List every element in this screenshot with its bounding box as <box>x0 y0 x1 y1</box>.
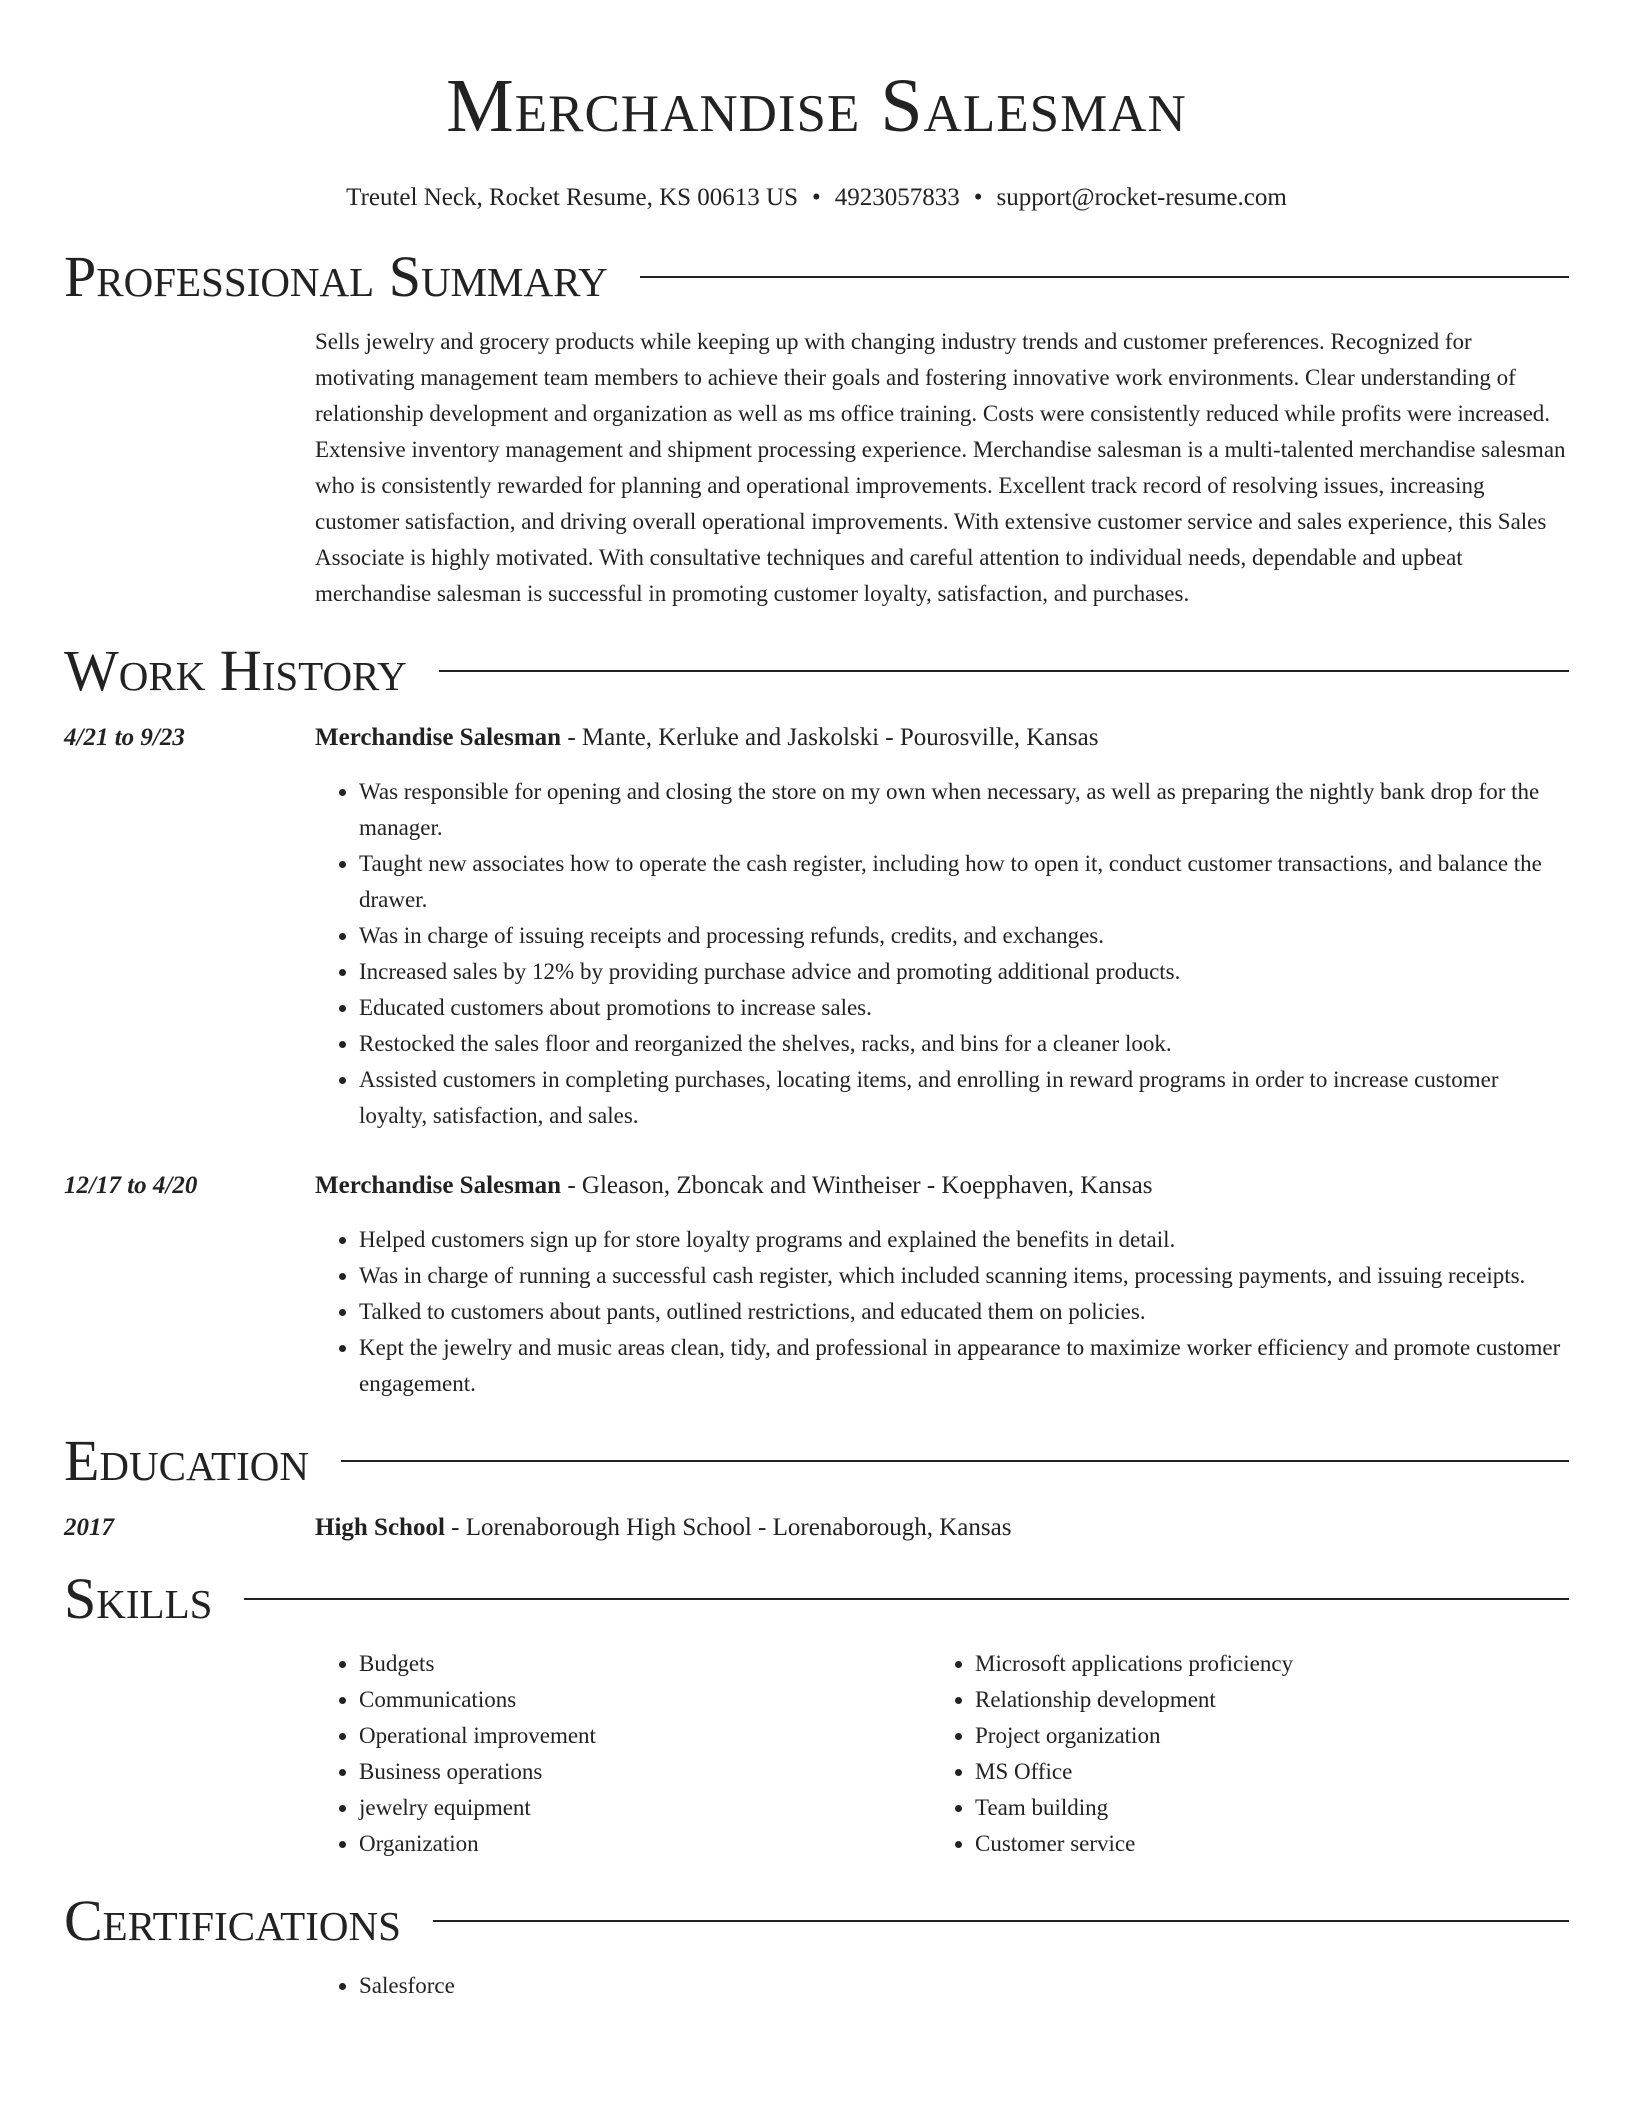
job-entry <box>64 1168 1569 1402</box>
skill-item: • Project organization <box>975 1718 1547 1754</box>
certifications-body <box>315 1968 1569 2004</box>
list-item: • Was in charge of running a successful cash register, which included scanning items, processing payments, and issuing receipts. <box>359 1258 1569 1294</box>
skill-item: • Budgets <box>359 1646 931 1682</box>
skill-item: • Organization <box>359 1826 931 1862</box>
contact-separator: • <box>973 184 983 211</box>
certifications-heading <box>64 1886 1569 1956</box>
resume-page <box>64 0 1569 2004</box>
education-school: - Lorenaborough High School - Lorenaborough, Kansas <box>444 1514 1012 1541</box>
education-heading <box>64 1426 1569 1496</box>
list-item: • Assisted customers in completing purchases, locating items, and enrolling in reward programs in order to increase customer loyalty, satisfaction, and sales. <box>359 1062 1569 1134</box>
certifications-list <box>315 1968 1569 2004</box>
summary-body <box>315 324 1569 612</box>
skills-grid <box>315 1646 1569 1862</box>
skill-item: • Microsoft applications proficiency <box>975 1646 1547 1682</box>
section-divider <box>341 1460 1569 1462</box>
job-employer: - Mante, Kerluke and Jaskolski - Pourosville, Kansas <box>561 724 1099 751</box>
skill-item: • Customer service <box>975 1826 1547 1862</box>
skills-section <box>64 1564 1569 1862</box>
section-title: Professional Summary <box>64 244 608 309</box>
list-item: • Increased sales by 12% by providing purchase advice and promoting additional products. <box>359 954 1569 990</box>
section-title: Education <box>64 1428 309 1493</box>
section-title: Skills <box>64 1566 213 1631</box>
job-employer: - Gleason, Zboncak and Wintheiser - Koepphaven, Kansas <box>561 1172 1153 1199</box>
job-title: Merchandise Salesman <box>315 724 562 751</box>
list-item: • Taught new associates how to operate the cash register, including how to open it, conduct customer transactions, and balance the drawer. <box>359 846 1569 918</box>
list-item: • Educated customers about promotions to increase sales. <box>359 990 1569 1026</box>
section-divider <box>433 1920 1569 1922</box>
list-item: • Was in charge of issuing receipts and processing refunds, credits, and exchanges. <box>359 918 1569 954</box>
candidate-name: Merchandise Salesman <box>446 64 1187 148</box>
job-main <box>315 720 1569 1134</box>
skill-item: • Communications <box>359 1682 931 1718</box>
section-title: Certifications <box>64 1888 401 1953</box>
contact-phone: 4923057833 <box>834 184 960 211</box>
resume-header <box>64 0 1569 214</box>
education-section <box>64 1426 1569 1546</box>
skill-item: • Team building <box>975 1790 1547 1826</box>
skill-item: • Business operations <box>359 1754 931 1790</box>
skills-body <box>315 1646 1569 1862</box>
job-heading <box>315 720 1569 756</box>
list-item: • Helped customers sign up for store loyalty programs and explained the benefits in detail. <box>359 1222 1569 1258</box>
certification-item: • Salesforce <box>359 1968 1569 2004</box>
section-divider <box>244 1598 1569 1600</box>
work-history-section <box>64 636 1569 1402</box>
list-item: • Restocked the sales floor and reorganized the shelves, racks, and bins for a cleaner look. <box>359 1026 1569 1062</box>
skill-item: • Relationship development <box>975 1682 1547 1718</box>
skill-item: • MS Office <box>975 1754 1547 1790</box>
job-dates: 12/17 to 4/20 <box>64 1172 198 1199</box>
section-divider <box>640 276 1569 278</box>
work-history-heading <box>64 636 1569 706</box>
skill-item: • jewelry equipment <box>359 1790 931 1826</box>
skill-item: • Operational improvement <box>359 1718 931 1754</box>
summary-section <box>64 242 1569 612</box>
job-heading <box>315 1168 1569 1204</box>
education-degree: High School <box>315 1514 445 1541</box>
job-bullets <box>315 1222 1569 1402</box>
job-dates: 4/21 to 9/23 <box>64 724 185 751</box>
job-main <box>315 1168 1569 1402</box>
education-main <box>315 1510 1569 1546</box>
list-item: • Kept the jewelry and music areas clean, tidy, and professional in appearance to maximize worker efficiency and promote customer engagement. <box>359 1330 1569 1402</box>
section-divider <box>439 670 1569 672</box>
section-title: Work History <box>64 638 407 703</box>
skills-list-right <box>931 1646 1547 1862</box>
summary-heading <box>64 242 1569 312</box>
list-item: • Talked to customers about pants, outlined restrictions, and educated them on policies. <box>359 1294 1569 1330</box>
education-entry <box>64 1510 1569 1546</box>
contact-separator: • <box>812 184 821 211</box>
list-item: • Was responsible for opening and closing the store on my own when necessary, as well as preparing the nightly bank drop for the manager. <box>359 774 1569 846</box>
job-entry <box>64 720 1569 1134</box>
certifications-section <box>64 1886 1569 2004</box>
job-bullets <box>315 774 1569 1134</box>
education-year: 2017 <box>64 1514 114 1541</box>
contact-line <box>64 182 1569 214</box>
contact-email: support@rocket-resume.com <box>996 184 1287 211</box>
skills-heading <box>64 1564 1569 1634</box>
contact-address: Treutel Neck, Rocket Resume, KS 00613 US <box>346 184 798 211</box>
skills-list-left <box>315 1646 931 1862</box>
summary-text: Sells jewelry and grocery products while keeping up with changing industry trends and customer preferences. Recognized for motivating management team members to achieve their goals and fostering innovative work environments. Clear understanding of relationship development and organization as well as ms office training. Costs were consistently reduced while profits were increased. Extensive inventory management and shipment processing experience. Merchandise salesman is a multi-talented merchandise salesman who is consistently rewarded for planning and operational improvements. Excellent track record of resolving issues, increasing customer satisfaction, and driving overall operational improvements. With extensive customer service and sales experience, this Sales Associate is highly motivated. With consultative techniques and careful attention to individual needs, dependable and upbeat merchandise salesman is successful in promoting customer loyalty, satisfaction, and purchases. <box>315 329 1566 606</box>
job-title: Merchandise Salesman <box>315 1172 562 1199</box>
